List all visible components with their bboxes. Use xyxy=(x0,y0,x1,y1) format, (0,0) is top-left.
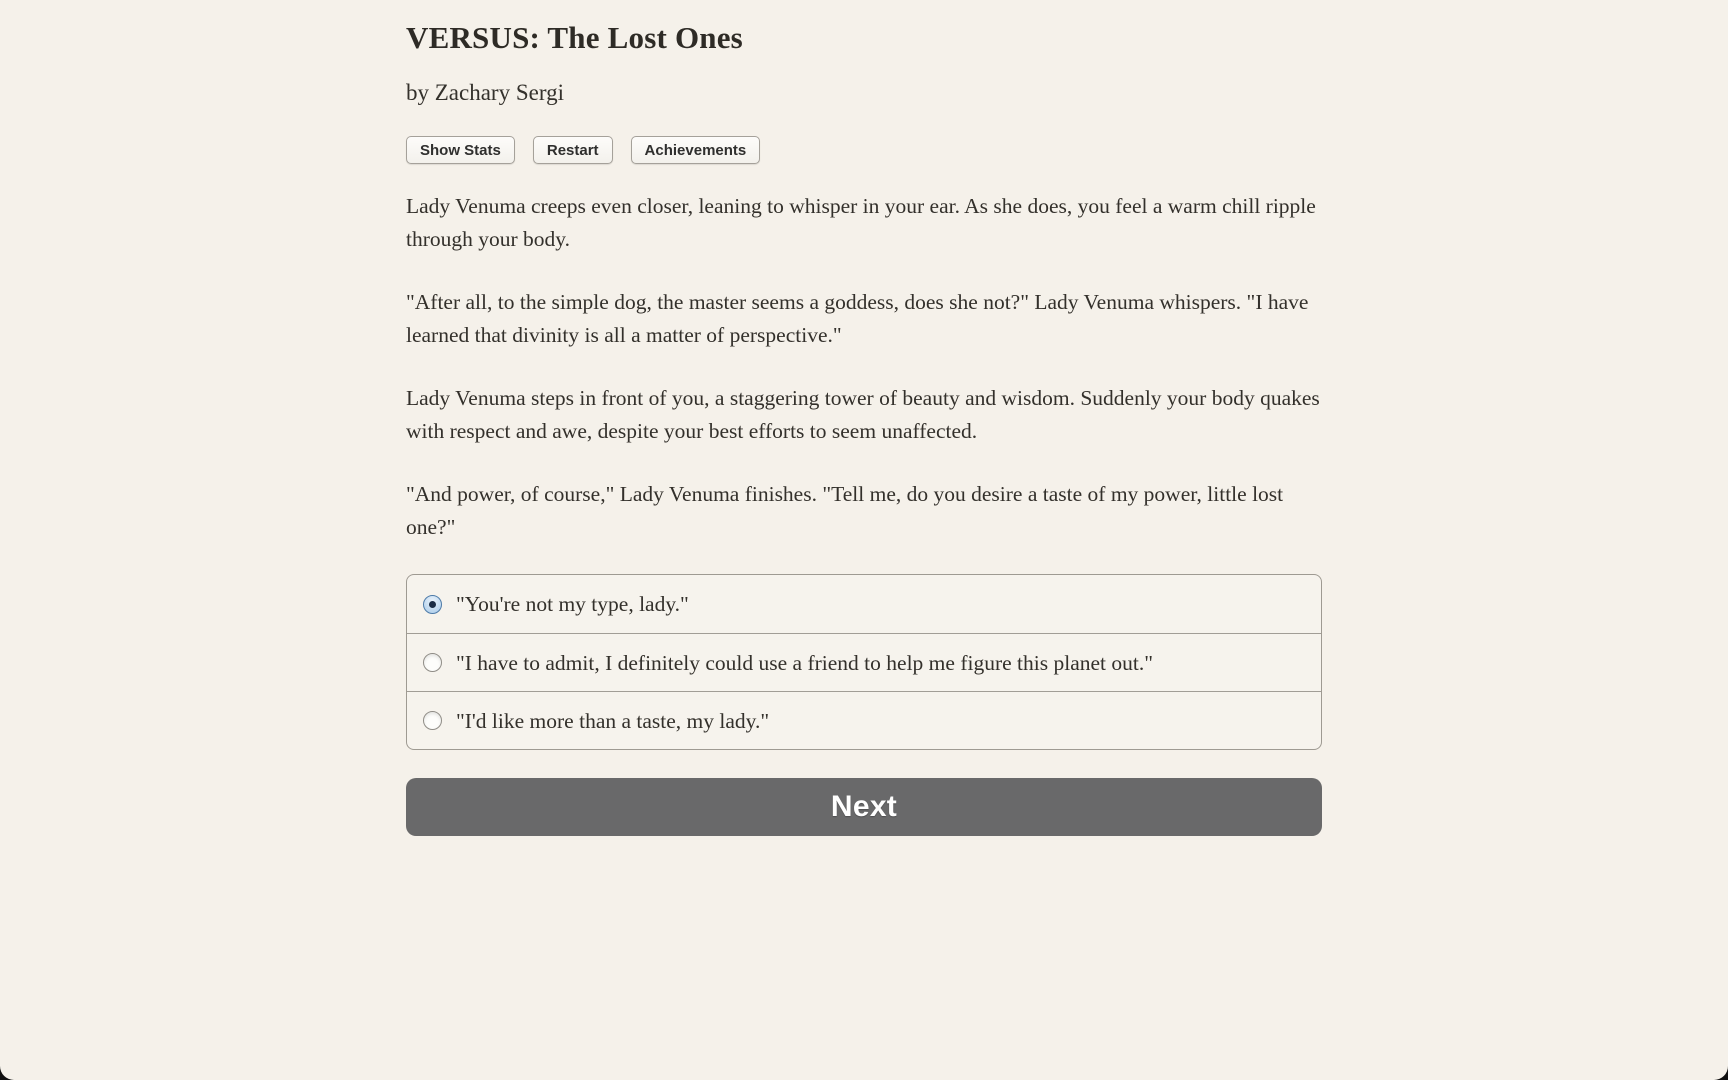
choice-option-label: "You're not my type, lady." xyxy=(456,592,689,616)
achievements-button[interactable]: Achievements xyxy=(631,136,761,164)
page-title: VERSUS: The Lost Ones xyxy=(406,20,743,55)
choice-option[interactable] xyxy=(407,633,1321,691)
radio-button-icon[interactable] xyxy=(423,595,442,614)
choice-option[interactable] xyxy=(407,575,1321,633)
author-byline: by Zachary Sergi xyxy=(406,80,564,105)
story-paragraph: "After all, to the simple dog, the master seems a goddess, does she not?" Lady Venuma whispers. "I have learned that divinity is all a matter of perspective." xyxy=(406,290,1309,347)
choice-list xyxy=(406,574,1322,750)
restart-button[interactable]: Restart xyxy=(533,136,613,164)
choice-option[interactable] xyxy=(407,691,1321,749)
radio-button-icon[interactable] xyxy=(423,653,442,672)
story-paragraph: Lady Venuma steps in front of you, a staggering tower of beauty and wisdom. Suddenly your body quakes with respect and awe, despite your best efforts to seem unaffected. xyxy=(406,386,1320,443)
content-column xyxy=(406,0,1322,836)
story-paragraph: Lady Venuma creeps even closer, leaning to whisper in your ear. As she does, you feel a warm chill ripple through your body. xyxy=(406,194,1316,251)
story-text xyxy=(406,190,1322,544)
show-stats-button[interactable]: Show Stats xyxy=(406,136,515,164)
choice-option-label: "I have to admit, I definitely could use a friend to help me figure this planet out." xyxy=(456,650,1153,675)
toolbar xyxy=(406,136,1322,164)
story-paragraph: "And power, of course," Lady Venuma finishes. "Tell me, do you desire a taste of my power, little lost one?" xyxy=(406,482,1284,539)
choice-option-label: "I'd like more than a taste, my lady." xyxy=(456,708,770,733)
next-button[interactable]: Next xyxy=(406,778,1322,836)
radio-button-icon[interactable] xyxy=(423,711,442,730)
